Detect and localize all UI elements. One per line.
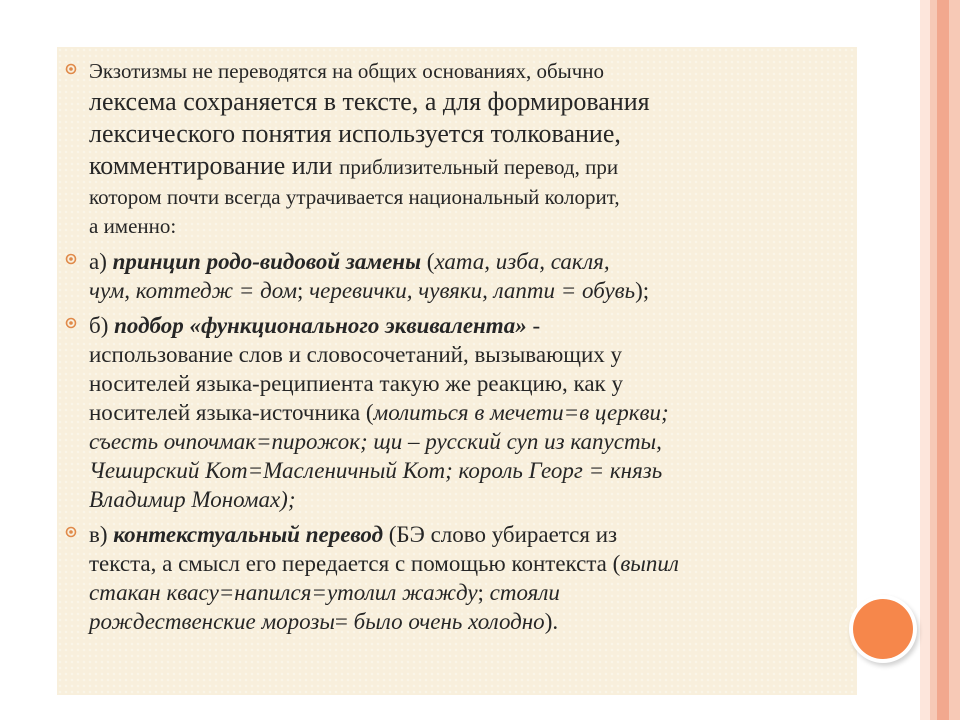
right-decorative-stripes: [920, 0, 960, 720]
text-run: Чеширский Кот=Масленичный Кот; король Георг = князь: [89, 458, 663, 483]
text-run: съесть очпочмак=пирожок; щи – русский суп из капусты,: [89, 429, 662, 454]
text-line: [89, 485, 849, 514]
text-line: [89, 247, 849, 276]
orange-circle-decoration: [853, 599, 913, 659]
circle-bullet-icon: [65, 63, 77, 75]
text-line: [89, 398, 849, 427]
text-line: [89, 183, 849, 212]
text-run: Экзотизмы не переводятся на общих основаниях, обычно: [89, 59, 605, 83]
text-line: [89, 456, 849, 485]
text-run: текста, а смысл его передается с помощью контекста (: [89, 551, 621, 576]
text-run: ;: [477, 580, 490, 605]
text-run: стакан квасу=напился=утолил жажду: [89, 580, 478, 605]
text-line: [89, 212, 849, 241]
text-run: (БЭ слово убирается из: [383, 522, 618, 547]
text-run: контекстуальный перевод: [113, 522, 384, 547]
text-line: [89, 340, 849, 369]
text-run: чум, коттедж = дом: [89, 278, 298, 303]
text-run: -: [526, 313, 541, 338]
text-line: [89, 607, 849, 636]
text-line: [89, 150, 849, 183]
text-run: а): [89, 249, 113, 274]
text-run: в): [89, 522, 114, 547]
text-run: носителей языка-источника (: [89, 400, 374, 425]
slide-text: [89, 57, 849, 636]
text-run: использование слов и словосочетаний, вызывающих у: [89, 342, 623, 367]
text-run: выпил: [620, 551, 679, 576]
text-run: ;: [297, 278, 310, 303]
text-line: [89, 549, 849, 578]
text-line: [89, 520, 849, 549]
text-run: стояли: [489, 580, 560, 605]
bullet-paragraph: [89, 247, 849, 305]
text-line: [89, 276, 849, 305]
text-run: котором почти всегда утрачивается национальный колорит,: [89, 185, 620, 209]
text-run: лексема сохраняется в тексте, а для формирования: [89, 87, 650, 116]
text-run: рождественские морозы: [89, 609, 335, 634]
text-run: молиться в мечети=в церкви;: [373, 400, 669, 425]
slide-content-box: [57, 47, 857, 695]
bullet-paragraph: [89, 57, 849, 241]
circle-bullet-icon: [65, 253, 77, 265]
text-run: Владимир Мономах);: [89, 487, 296, 512]
text-line: [89, 427, 849, 456]
text-run: носителей языка-реципиента такую же реакцию, как у: [89, 371, 623, 396]
text-run: ).: [544, 609, 559, 634]
text-line: [89, 86, 849, 118]
bullet-paragraph: [89, 520, 849, 636]
text-run: б): [89, 313, 115, 338]
text-line: [89, 57, 849, 86]
bullet-paragraph: [89, 311, 849, 514]
text-run: );: [635, 278, 650, 303]
text-run: было очень холодно: [353, 609, 545, 634]
stripe-3: [937, 0, 949, 720]
text-run: черевички, чувяки, лапти = обувь: [309, 278, 636, 303]
stripe-2: [930, 0, 937, 720]
circle-bullet-icon: [65, 526, 77, 538]
circle-bullet-icon: [65, 317, 77, 329]
text-line: [89, 311, 849, 340]
text-line: [89, 369, 849, 398]
text-run: =: [334, 609, 354, 634]
text-run: принцип родо-видовой замены: [112, 249, 422, 274]
text-run: комментирование или: [89, 151, 340, 180]
text-run: лексического понятия используется толкование,: [89, 119, 621, 148]
stripe-1: [920, 0, 930, 720]
text-run: подбор «функционального эквивалента»: [114, 313, 527, 338]
text-run: а именно:: [89, 214, 177, 238]
text-run: приблизительный перевод, при: [339, 155, 619, 179]
text-run: (: [421, 249, 435, 274]
text-line: [89, 118, 849, 150]
text-run: хата, изба, сакля,: [434, 249, 610, 274]
stripe-4: [949, 0, 960, 720]
text-line: [89, 578, 849, 607]
